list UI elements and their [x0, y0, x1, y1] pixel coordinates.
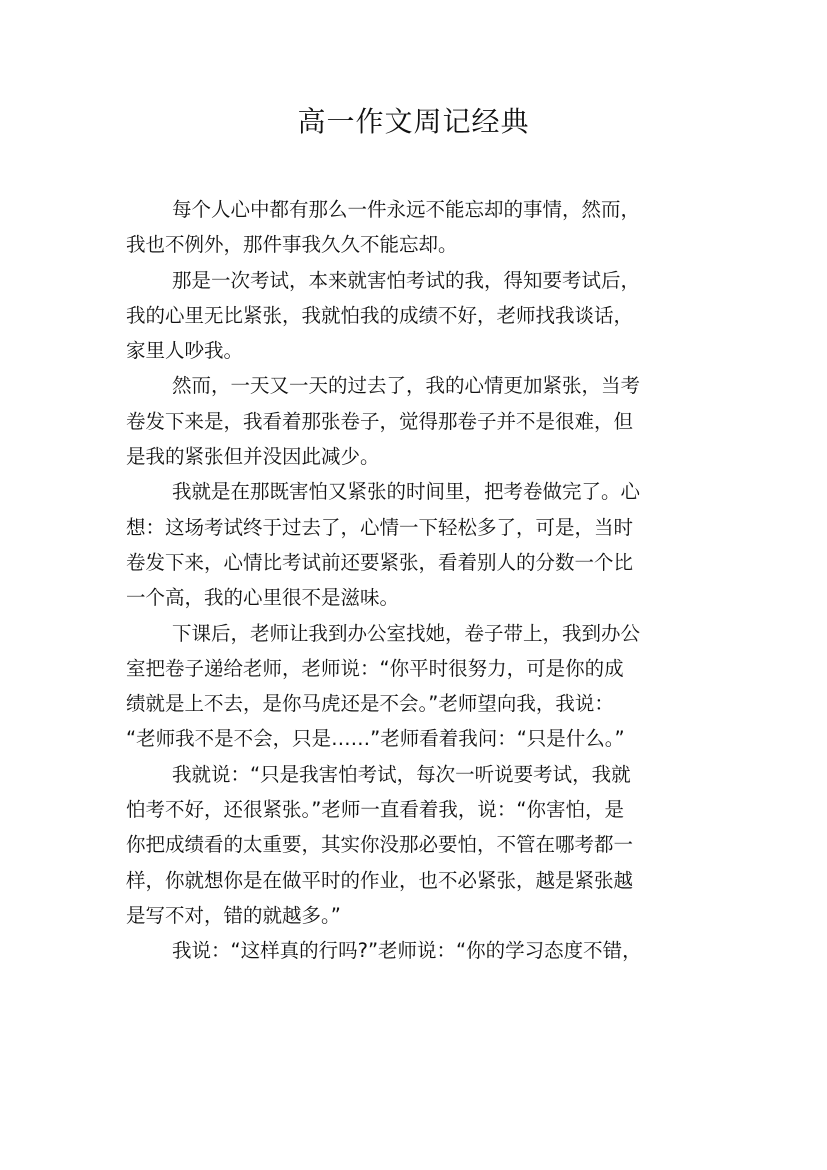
text-line: 我的心里无比紧张，我就怕我的成绩不好，老师找我谈话，	[126, 303, 634, 327]
text-line: 每个人心中都有那么一件永远不能忘却的事情，然而，	[172, 198, 641, 221]
document-title: 高一作文周记经典	[297, 105, 530, 138]
text-line: 我说：“这样真的行吗?”老师说：“你的学习态度不错，	[172, 939, 642, 963]
text-line: 卷发下来，心情比考试前还要紧张，看着别人的分数一个比	[126, 550, 634, 574]
text-line: 卷发下来是，我看着那张卷子，觉得那卷子并不是很难，但	[126, 409, 634, 433]
text-line: 室把卷子递给老师，老师说：“你平时很努力，可是你的成	[126, 656, 624, 680]
text-line: 那是一次考试，本来就害怕考试的我，得知要考试后，	[172, 268, 641, 292]
text-line: 我也不例外，那件事我久久不能忘却。	[126, 233, 458, 257]
text-line: 下课后，老师让我到办公室找她，卷子带上，我到办公	[172, 621, 641, 645]
text-line: 家里人吵我。	[126, 339, 244, 363]
text-line: 一个高，我的心里很不是滋味。	[126, 586, 400, 610]
text-line: 是写不对，错的就越多。”	[126, 903, 341, 927]
text-line: 我就是在那既害怕又紧张的时间里，把考卷做完了。心	[172, 480, 641, 504]
text-line: 我就说：“只是我害怕考试，每次一听说要考试，我就	[172, 762, 631, 786]
text-line: 绩就是上不去，是你马虎还是不会。”老师望向我，我说：	[126, 692, 614, 716]
document-body	[126, 192, 711, 969]
text-line: 是我的紧张但并没因此减少。	[126, 445, 380, 469]
text-line: 你把成绩看的太重要，其实你没那必要怕，不管在哪考都一	[126, 833, 634, 857]
text-line: 想：这场考试终于过去了，心情一下轻松多了，可是，当时	[126, 515, 634, 539]
text-line: 然而，一天又一天的过去了，我的心情更加紧张，当考	[172, 374, 641, 398]
text-line: “老师我不是不会，只是……”老师看着我问：“只是什么。”	[126, 727, 625, 751]
text-line: 样，你就想你是在做平时的作业，也不必紧张，越是紧张越	[126, 868, 634, 892]
text-line: 怕考不好，还很紧张。”老师一直看着我，说：“你害怕，是	[126, 798, 624, 822]
